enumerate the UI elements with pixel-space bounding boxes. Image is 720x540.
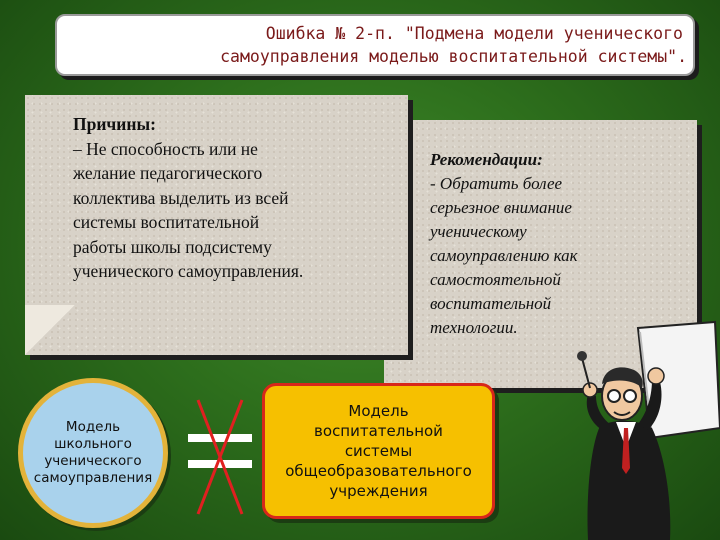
- circle-line: самоуправления: [33, 470, 153, 486]
- slide-title: [55, 14, 695, 76]
- reasons-line: желание педагогического: [73, 163, 263, 183]
- circle-line: ученического: [44, 453, 142, 469]
- reasons-heading: Причины:: [73, 114, 156, 134]
- recommendations-line: - Обратить более: [430, 174, 563, 193]
- recommendations-line: серьезное внимание: [430, 198, 572, 217]
- reasons-line: ученического самоуправления.: [73, 261, 304, 281]
- recommendations-line: ученическому: [430, 222, 527, 241]
- box-line: общеобразовательного: [285, 462, 472, 480]
- circle-line: Модель: [65, 419, 121, 435]
- reasons-text: [73, 112, 403, 284]
- recommendations-line: технологии.: [430, 318, 518, 337]
- educational-system-model-box: [262, 383, 495, 519]
- box-line: Модель: [348, 402, 409, 420]
- reasons-line: – Не способность или не: [73, 138, 258, 159]
- reasons-line: работы школы подсистему: [73, 236, 272, 257]
- circle-line: школьного: [54, 436, 132, 452]
- box-line: учреждения: [329, 482, 428, 500]
- recommendations-heading: Рекомендации:: [430, 150, 543, 169]
- recommendations-line: самоуправлению как: [430, 246, 578, 265]
- recommendations-line: воспитательной: [430, 294, 552, 313]
- box-line: воспитательной: [314, 422, 443, 440]
- recommendations-text: [430, 148, 690, 340]
- reasons-line: системы воспитательной: [73, 212, 260, 232]
- reasons-line: коллектива выделить из всей: [73, 187, 289, 208]
- paper-fold: [25, 305, 75, 355]
- title-line-2: самоуправления моделью воспитательной системы".: [220, 47, 687, 66]
- not-equal-icon: [180, 398, 260, 518]
- recommendations-line: самостоятельной: [430, 270, 561, 289]
- title-line-1: Ошибка № 2-п. "Подмена модели ученического: [265, 24, 683, 43]
- box-line: системы: [344, 442, 413, 460]
- presenter-figure-icon: [560, 318, 720, 540]
- student-self-government-model-circle: [18, 378, 168, 528]
